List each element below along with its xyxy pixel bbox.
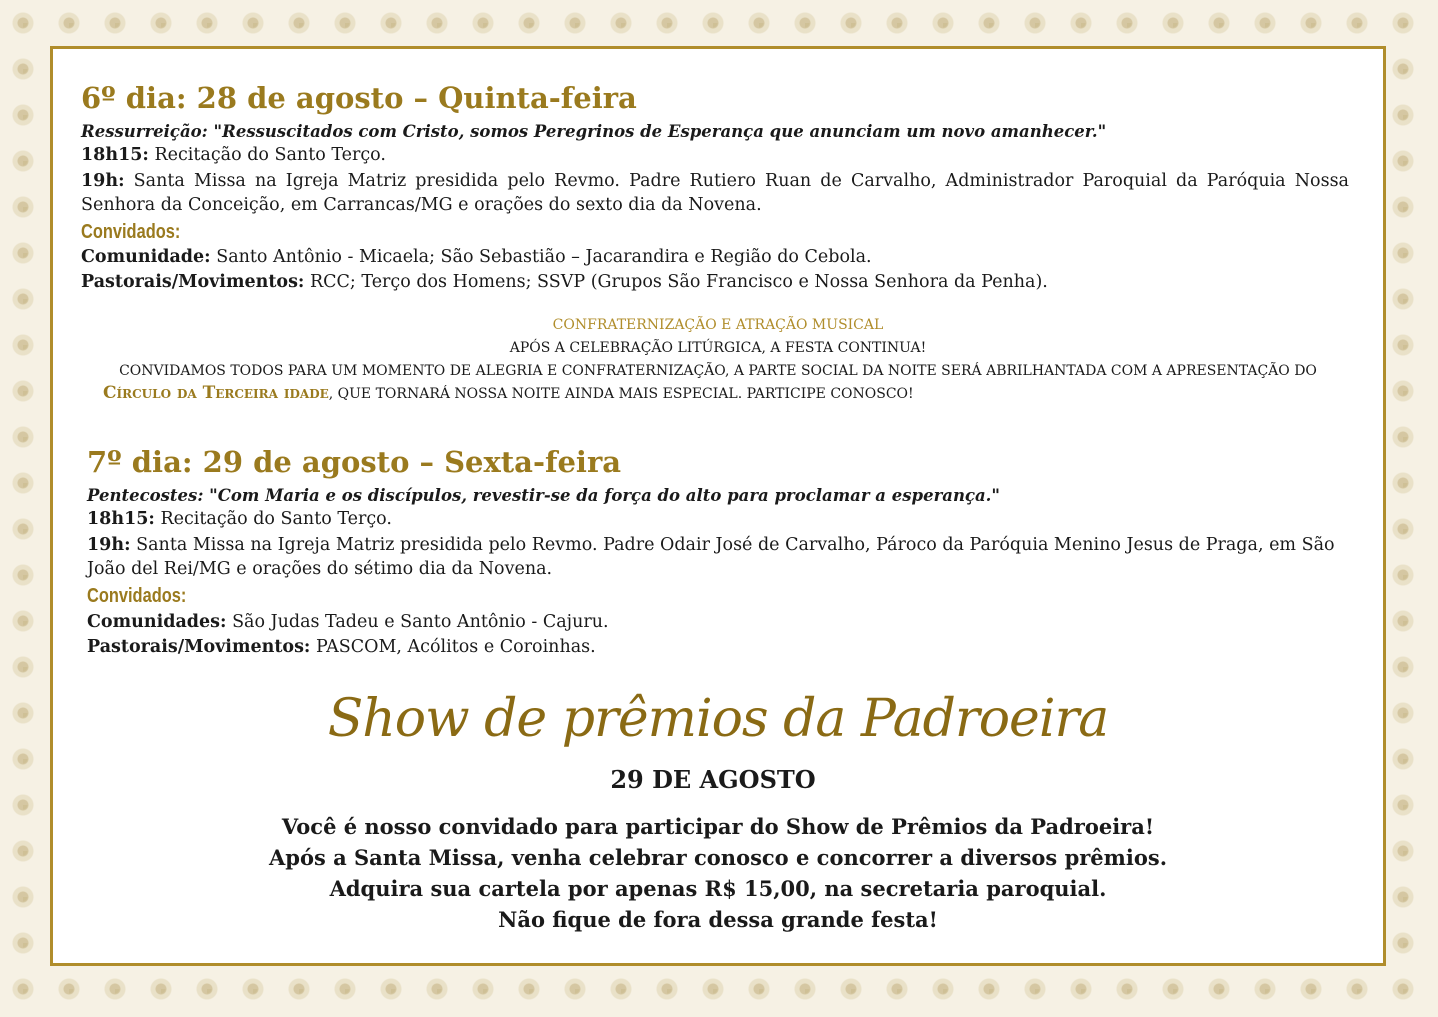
day7-mass-text: Santa Missa na Igreja Matriz presidida pelo Revmo. Padre Odair José de Carvalho, Pároco da Paróquia Menino Jesus de Praga, em São João del Rei/MG e orações do sétimo dia da Novena. <box>87 535 1335 579</box>
day7-rosary-time: 18h15: <box>87 509 155 529</box>
day7-theme: Pentecostes: "Com Maria e os discípulos, revestir-se da força do alto para proclamar a esperança." <box>87 486 1001 505</box>
day7-community <box>87 612 609 632</box>
day7-title: 7º dia: 29 de agosto – Sexta-feira <box>87 445 622 479</box>
day6-pastorals-label: Pastorais/Movimentos: <box>81 272 305 292</box>
party-line3-text: , QUE TORNARÁ NOSSA NOITE AINDA MAIS ESPECIAL. PARTICIPE CONOSCO! <box>328 386 914 402</box>
day6-title: 6º dia: 28 de agosto – Quinta-feira <box>81 81 637 115</box>
day7-pastorals-text: PASCOM, Acólitos e Coroinhas. <box>315 637 596 657</box>
day6-mass-text: Santa Missa na Igreja Matriz presidida pelo Revmo. Padre Rutiero Ruan de Carvalho, Administrador Paroquial da Paróquia Nossa Senhora da Conceição, em Carrancas/MG e orações do sexto dia da Novena. <box>81 171 1349 215</box>
show-line-2: Após a Santa Missa, venha celebrar conosco e concorrer a diversos prêmios. <box>268 845 1168 870</box>
day7-pastorals <box>87 637 596 657</box>
show-line-4: Não fique de fora dessa grande festa! <box>498 907 938 932</box>
day7-rosary-text: Recitação do Santo Terço. <box>160 509 392 529</box>
party-line2: CONVIDAMOS TODOS PARA UM MOMENTO DE ALEGRIA E CONFRATERNIZAÇÃO, A PARTE SOCIAL DA NOITE SERÁ ABRILHANTADA COM A APRESENTAÇÃO DO <box>119 363 1317 379</box>
show-invite <box>53 811 1383 935</box>
day7-mass-time: 19h: <box>87 535 131 555</box>
day6-theme: Ressurreição: "Ressuscitados com Cristo, somos Peregrinos de Esperança que anunciam um novo amanhecer." <box>81 122 1107 141</box>
day6-community-text: Santo Antônio - Micaela; São Sebastião – Jacarandira e Região do Cebola. <box>216 247 872 267</box>
party-line3 <box>103 383 914 403</box>
day7-rosary <box>87 509 392 529</box>
day6-community <box>81 247 872 267</box>
party-line1: APÓS A CELEBRAÇÃO LITÚRGICA, A FESTA CONTINUA! <box>509 340 927 356</box>
program-card <box>50 46 1386 966</box>
party-heading: CONFRATERNIZAÇÃO E ATRAÇÃO MUSICAL <box>552 317 884 333</box>
day6-mass <box>81 169 1349 217</box>
day7-pastorals-label: Pastorais/Movimentos: <box>87 637 311 657</box>
day6-community-label: Comunidade: <box>81 247 211 267</box>
day6-pastorals-text: RCC; Terço dos Homens; SSVP (Grupos São Francisco e Nossa Senhora da Penha). <box>309 272 1048 292</box>
day6-rosary <box>81 145 386 165</box>
party-highlight: Círculo da Terceira idade <box>103 383 329 403</box>
day6-mass-time: 19h: <box>81 171 125 191</box>
day7-community-text: São Judas Tadeu e Santo Antônio - Cajuru. <box>232 612 609 632</box>
day6-pastorals <box>81 272 1048 292</box>
day6-rosary-text: Recitação do Santo Terço. <box>154 145 386 165</box>
day6-rosary-time: 18h15: <box>81 145 149 165</box>
show-line-3: Adquira sua cartela por apenas R$ 15,00, na secretaria paroquial. <box>329 876 1107 901</box>
day7-community-label: Comunidades: <box>87 612 227 632</box>
show-title: Show de prêmios da Padroeira <box>327 689 1109 749</box>
day7-mass <box>87 533 1353 581</box>
show-date: 29 DE AGOSTO <box>610 765 816 794</box>
day6-guests-heading: Convidados: <box>81 221 181 243</box>
day7-guests-heading: Convidados: <box>87 585 187 607</box>
show-line-1: Você é nosso convidado para participar do Show de Prêmios da Padroeira! <box>281 814 1155 839</box>
